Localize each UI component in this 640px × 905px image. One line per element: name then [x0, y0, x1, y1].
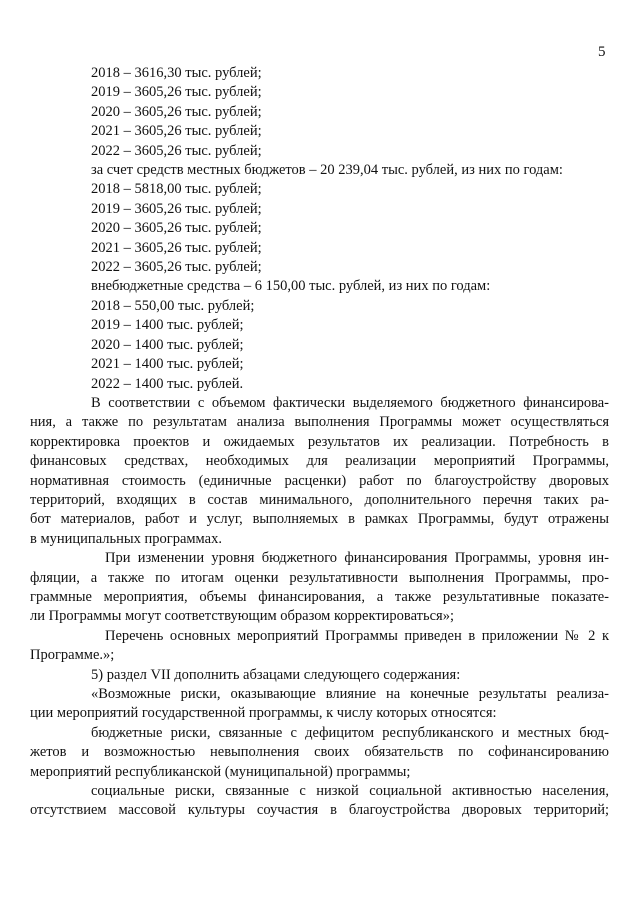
document-body	[30, 64, 609, 821]
text-line: 2020 – 1400 тыс. рублей;	[91, 336, 244, 353]
text-line: 2019 – 3605,26 тыс. рублей;	[91, 200, 262, 217]
text-line: 2019 – 1400 тыс. рублей;	[91, 317, 244, 334]
text-line: граммные мероприятия, объемы финансирования, а также результативные показате-	[30, 588, 609, 605]
text-line: в муниципальных программах.	[30, 530, 222, 547]
text-line: финансовых средствах, необходимых для реализации мероприятий Программы,	[30, 453, 609, 470]
text-line: 2022 – 1400 тыс. рублей.	[91, 375, 244, 392]
text-line: 2020 – 3605,26 тыс. рублей;	[91, 220, 262, 237]
text-line: 2018 – 5818,00 тыс. рублей;	[91, 181, 262, 198]
text-line: 2018 – 3616,30 тыс. рублей;	[91, 65, 262, 81]
text-line: фляции, а также по итогам оценки результативности выполнения Программы, про-	[30, 569, 609, 586]
text-line: социальные риски, связанные с низкой социальной активностью населения,	[91, 783, 609, 800]
text-line: ния, а также по результатам анализа выполнения Программы может осуществляться	[30, 414, 609, 431]
text-line: бот материалов, работ и услуг, выполняемых в рамках Программы, будут отражены	[30, 511, 609, 528]
text-line: за счет средств местных бюджетов – 20 239,04 тыс. рублей, из них по годам:	[91, 162, 563, 179]
text-line: 2021 – 3605,26 тыс. рублей;	[91, 123, 262, 140]
text-line: нормативная стоимость (единичные расценки) работ по благоустройству дворовых	[30, 472, 609, 489]
text-line: бюджетные риски, связанные с дефицитом республиканского и местных бюд-	[91, 724, 609, 741]
text-line: «Возможные риски, оказывающие влияние на конечные результаты реализа-	[91, 686, 609, 702]
text-line: корректировка проектов и ожидаемых результатов их реализации. Потребность в	[30, 433, 609, 450]
text-line: При изменении уровня бюджетного финансирования Программы, уровня ин-	[105, 550, 609, 567]
text-line: внебюджетные средства – 6 150,00 тыс. рублей, из них по годам:	[91, 278, 491, 295]
text-line: 2021 – 1400 тыс. рублей;	[91, 356, 244, 373]
text-line: 2022 – 3605,26 тыс. рублей;	[91, 259, 262, 276]
text-line: 2019 – 3605,26 тыс. рублей;	[91, 84, 262, 101]
text-line: В соответствии с объемом фактически выделяемого бюджетного финансирова-	[91, 394, 609, 411]
text-line: мероприятий республиканской (муниципальной) программы;	[30, 763, 411, 780]
text-line: 2021 – 3605,26 тыс. рублей;	[91, 239, 262, 256]
text-line: территорий, входящих в состав минимального, дополнительного перечня таких ра-	[30, 491, 609, 508]
text-line: 2022 – 3605,26 тыс. рублей;	[91, 142, 262, 159]
text-line: ли Программы могут соответствующим образом корректироваться»;	[30, 608, 454, 625]
text-line: ции мероприятий государственной программы, к числу которых относятся:	[30, 705, 497, 722]
text-line: Программе.»;	[30, 647, 115, 664]
text-line: 5) раздел VII дополнить абзацами следующего содержания:	[91, 666, 461, 683]
text-line: Перечень основных мероприятий Программы приведен в приложении № 2 к	[105, 627, 609, 644]
page-number: 5	[598, 44, 606, 60]
text-line: 2020 – 3605,26 тыс. рублей;	[91, 103, 262, 120]
text-line: отсутствием массовой культуры соучастия в благоустройства дворовых территорий;	[30, 802, 609, 819]
text-line: 2018 – 550,00 тыс. рублей;	[91, 297, 255, 314]
text-line: жетов и возможностью невыполнения своих обязательств по софинансированию	[30, 744, 609, 761]
